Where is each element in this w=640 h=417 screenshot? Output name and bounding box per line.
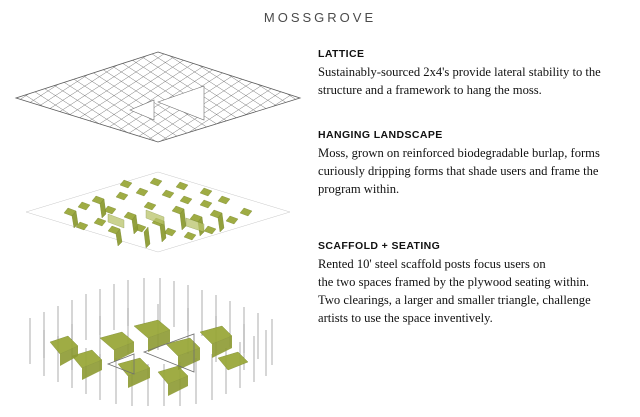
scaffold-seating-svg (8, 272, 308, 407)
lattice-diagram (8, 46, 308, 146)
hanging-landscape-body: Moss, grown on reinforced biodegradable burlap, forms curiously dripping forms that shade users and frame the program within. (318, 146, 600, 196)
section-hanging-landscape (318, 129, 618, 198)
scaffold-seating-body-extra: Two clearings, a larger and smaller triangle, challenge artists to use the space inventively. (318, 293, 591, 325)
lattice-outline (16, 52, 300, 142)
hanging-landscape-svg (8, 162, 308, 262)
section-lattice (318, 48, 618, 99)
page-title: MOSSGROVE (263, 10, 377, 25)
scaffold-seating-body-lead: Rented 10' steel scaffold posts focus users on (318, 257, 546, 271)
hanging-landscape-diagram (8, 162, 308, 262)
scaffold-seating-body (318, 255, 618, 291)
hanging-landscape-heading: HANGING LANDSCAPE (318, 129, 443, 141)
clearing-small (130, 100, 154, 120)
scaffold-seating-heading: SCAFFOLD + SEATING (318, 240, 441, 252)
lattice-body: Sustainably-sourced 2x4's provide lateral stability to the structure and a framework to hang the moss. (318, 65, 601, 97)
scaffold-seating-body-main: the two spaces framed by the plywood seating within. (318, 275, 590, 289)
lattice-svg (8, 46, 308, 146)
scaffold-seating-diagram (8, 272, 308, 407)
moss-masses (50, 320, 248, 396)
lattice-heading: LATTICE (318, 48, 365, 60)
section-scaffold-seating (318, 240, 618, 327)
text-column (318, 48, 618, 343)
moss-panels (64, 178, 252, 248)
